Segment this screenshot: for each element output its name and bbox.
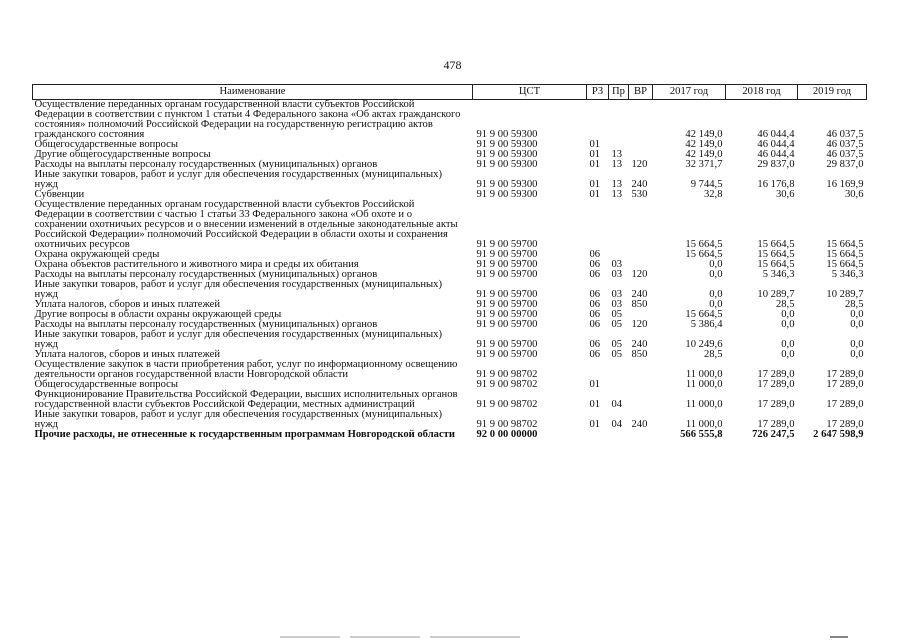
header-vr: ВР [629, 85, 653, 100]
row-pr [609, 200, 629, 250]
row-cst: 91 9 00 59300 [476, 189, 538, 200]
row-pr: 03 [611, 289, 623, 300]
row-rz: 01 [589, 139, 601, 150]
row-cst: 91 9 00 59700 [476, 319, 538, 330]
row-name: Иные закупки товаров, работ и услуг для обеспечения государственных (муниципальных) нужд [34, 409, 442, 430]
row-2017: 15 664,5 [685, 249, 723, 260]
row-cst: 92 0 00 00000 [476, 429, 538, 440]
row-name: Другие общегосударственные вопросы [34, 149, 211, 160]
row-name: Осуществление переданных органам государственной власти субъектов Российской Федерации в соответствии с пунктом 1 статьи 4 Федерального закона «Об актах гражданского состояния» полномочий Российской Федерации на государственную регистрацию актов гражданского состояния [34, 99, 461, 140]
row-2017: 9 744,5 [690, 179, 723, 190]
row-2018: 16 176,8 [757, 179, 795, 190]
row-name: Осуществление переданных органам государственной власти субъектов Российской Федерации в соответствии с частью 1 статьи 33 Федерального закона «Об охоте и о сохранении охотничьих ресурсов и о внесении изменений в отдельные законодательные акты Российской Федерации» полномочий Российской Федерации в области охоты и сохранения охотничьих ресурсов [34, 199, 458, 250]
row-vr: 120 [631, 319, 648, 330]
row-name: Уплата налогов, сборов и иных платежей [34, 299, 221, 310]
row-cst: 91 9 00 98702 [476, 399, 538, 410]
row-vr: 530 [631, 189, 648, 200]
row-name: Другие вопросы в области охраны окружающей среды [34, 309, 282, 320]
row-name: Расходы на выплаты персоналу государственных (муниципальных) органов [34, 159, 378, 170]
row-2018: 0,0 [781, 309, 795, 320]
row-2018: 15 664,5 [757, 259, 795, 270]
row-rz: 06 [589, 289, 601, 300]
row-rz: 06 [589, 349, 601, 360]
row-rz: 06 [589, 269, 601, 280]
row-2019: 0,0 [850, 339, 864, 350]
row-2018: 0,0 [781, 339, 795, 350]
row-2017: 0,0 [709, 259, 723, 270]
row-2017: 32 371,7 [685, 159, 723, 170]
header-2019: 2019 год [798, 85, 867, 100]
row-vr [629, 250, 653, 260]
budget-table [32, 84, 867, 440]
row-2018: 0,0 [781, 319, 795, 330]
row-vr: 240 [631, 289, 648, 300]
row-cst: 91 9 00 59700 [476, 259, 538, 270]
row-2018: 17 289,0 [757, 399, 795, 410]
page-number: 478 [443, 58, 462, 72]
table-body [33, 100, 867, 441]
header-2018: 2018 год [726, 85, 798, 100]
row-rz [587, 430, 609, 440]
row-cst: 91 9 00 98702 [476, 379, 538, 390]
row-vr: 850 [631, 299, 648, 310]
header-2017: 2017 год [653, 85, 726, 100]
row-2018: 28,5 [775, 299, 795, 310]
table-row [33, 410, 867, 430]
row-rz [587, 100, 609, 141]
row-2019: 15 664,5 [826, 259, 864, 270]
row-vr: 240 [631, 419, 648, 430]
row-2019: 17 289,0 [826, 379, 864, 390]
row-2019: 30,6 [844, 189, 864, 200]
row-pr: 13 [611, 179, 623, 190]
row-2019: 0,0 [850, 349, 864, 360]
row-name: Расходы на выплаты персоналу государственных (муниципальных) органов [34, 269, 378, 280]
header-rz: РЗ [587, 85, 609, 100]
table-row [33, 170, 867, 190]
row-rz: 01 [589, 149, 601, 160]
row-rz: 06 [589, 249, 601, 260]
row-cst: 91 9 00 59700 [476, 289, 538, 300]
row-cst: 91 9 00 59700 [476, 239, 538, 250]
scan-artifact [0, 632, 905, 638]
row-2019: 15 664,5 [826, 239, 864, 250]
row-pr: 04 [611, 399, 623, 410]
row-rz: 06 [589, 299, 601, 310]
row-2017: 0,0 [709, 269, 723, 280]
row-2017: 11 000,0 [685, 379, 723, 390]
row-2018: 46 044,4 [757, 139, 795, 150]
header-cst: ЦСТ [473, 85, 587, 100]
table-row [33, 390, 867, 410]
row-cst: 91 9 00 59300 [476, 159, 538, 170]
row-cst: 91 9 00 59300 [476, 129, 538, 140]
row-pr: 04 [611, 419, 623, 430]
row-cst: 91 9 00 98702 [476, 419, 538, 430]
row-pr: 05 [611, 309, 623, 320]
row-name: Иные закупки товаров, работ и услуг для обеспечения государственных (муниципальных) нужд [34, 169, 442, 190]
row-2019: 28,5 [844, 299, 864, 310]
row-vr [629, 360, 653, 380]
row-2018: 29 837,0 [757, 159, 795, 170]
row-name: Расходы на выплаты персоналу государственных (муниципальных) органов [34, 319, 378, 330]
row-name: Иные закупки товаров, работ и услуг для обеспечения государственных (муниципальных) нужд [34, 279, 442, 300]
row-2018: 15 664,5 [757, 239, 795, 250]
table-row [33, 330, 867, 350]
row-2017: 15 664,5 [685, 239, 723, 250]
row-cst: 91 9 00 59700 [476, 309, 538, 320]
row-cst: 91 9 00 59300 [476, 139, 538, 150]
row-rz: 06 [589, 319, 601, 330]
row-2019: 10 289,7 [826, 289, 864, 300]
row-2019: 17 289,0 [826, 399, 864, 410]
row-vr [629, 100, 653, 141]
row-2018: 15 664,5 [757, 249, 795, 260]
row-rz: 06 [589, 339, 601, 350]
row-vr [629, 390, 653, 410]
row-name: Общегосударственные вопросы [34, 139, 178, 150]
row-pr: 13 [611, 159, 623, 170]
row-cst: 91 9 00 59700 [476, 269, 538, 280]
row-2017: 10 249,6 [685, 339, 723, 350]
row-rz: 06 [589, 259, 601, 270]
row-cst: 91 9 00 59700 [476, 299, 538, 310]
row-vr [629, 200, 653, 250]
row-2019: 0,0 [850, 309, 864, 320]
row-2019: 17 289,0 [826, 419, 864, 430]
row-pr [609, 100, 629, 141]
row-2017: 15 664,5 [685, 309, 723, 320]
row-cst: 91 9 00 59700 [476, 339, 538, 350]
row-2018: 30,6 [775, 189, 795, 200]
row-2017: 32,8 [703, 189, 723, 200]
row-2017: 5 386,4 [690, 319, 723, 330]
table-row [33, 360, 867, 380]
row-name: Функционирование Правительства Российской Федерации, высших исполнительных органов государственной власти субъектов Российской Федерации, местных администраций [34, 389, 458, 410]
row-rz: 01 [589, 179, 601, 190]
row-2017: 566 555,8 [680, 429, 723, 440]
row-2019: 15 664,5 [826, 249, 864, 260]
row-2018: 46 044,4 [757, 129, 795, 140]
table-row [33, 430, 867, 440]
row-name: Прочие расходы, не отнесенные к государственным программам Новгородской области [34, 429, 455, 440]
row-cst: 91 9 00 59300 [476, 149, 538, 160]
row-2018: 17 289,0 [757, 369, 795, 380]
row-cst: 91 9 00 59700 [476, 349, 538, 360]
row-2017: 28,5 [703, 349, 723, 360]
row-vr: 240 [631, 339, 648, 350]
row-2017: 0,0 [709, 289, 723, 300]
row-name: Субвенции [34, 189, 85, 200]
row-name: Уплата налогов, сборов и иных платежей [34, 349, 221, 360]
row-2019: 29 837,0 [826, 159, 864, 170]
row-name: Иные закупки товаров, работ и услуг для обеспечения государственных (муниципальных) нужд [34, 329, 442, 350]
table-row [33, 200, 867, 250]
row-2017: 42 149,0 [685, 149, 723, 160]
row-rz [587, 200, 609, 250]
row-pr: 05 [611, 319, 623, 330]
row-name: Охрана объектов растительного и животного мира и среды их обитания [34, 259, 359, 270]
row-2019: 16 169,9 [826, 179, 864, 190]
row-vr [629, 380, 653, 390]
row-rz: 01 [589, 379, 601, 390]
row-cst: 91 9 00 59700 [476, 249, 538, 260]
row-rz [587, 360, 609, 380]
row-rz: 01 [589, 189, 601, 200]
row-pr: 13 [611, 149, 623, 160]
row-vr [629, 430, 653, 440]
row-2018: 10 289,7 [757, 289, 795, 300]
row-2019: 2 647 598,9 [813, 429, 864, 440]
row-pr [609, 430, 629, 440]
row-2019: 46 037,5 [826, 149, 864, 160]
row-pr [609, 360, 629, 380]
row-rz: 01 [589, 159, 601, 170]
row-2017: 11 000,0 [685, 369, 723, 380]
row-vr: 850 [631, 349, 648, 360]
row-name: Осуществление закупок в части приобретения работ, услуг по информационному освещению деятельности органов государственной власти Новгородской области [34, 359, 458, 380]
row-cst: 91 9 00 59300 [476, 179, 538, 190]
row-pr: 05 [611, 349, 623, 360]
row-2017: 42 149,0 [685, 139, 723, 150]
row-pr: 03 [611, 269, 623, 280]
row-2017: 42 149,0 [685, 129, 723, 140]
row-rz: 01 [589, 399, 601, 410]
row-vr [629, 140, 653, 150]
row-rz: 01 [589, 419, 601, 430]
row-2018: 46 044,4 [757, 149, 795, 160]
row-name: Охрана окружающей среды [34, 249, 160, 260]
row-2018: 726 247,5 [752, 429, 795, 440]
row-2018: 5 346,3 [762, 269, 795, 280]
row-2019: 46 037,5 [826, 129, 864, 140]
table-header [33, 85, 867, 100]
row-pr [609, 380, 629, 390]
table-row [33, 280, 867, 300]
row-2017: 0,0 [709, 299, 723, 310]
row-cst: 91 9 00 98702 [476, 369, 538, 380]
row-2017: 11 000,0 [685, 399, 723, 410]
row-vr: 240 [631, 179, 648, 190]
row-2019: 17 289,0 [826, 369, 864, 380]
row-2018: 17 289,0 [757, 419, 795, 430]
row-name: Общегосударственные вопросы [34, 379, 178, 390]
row-pr: 13 [611, 189, 623, 200]
row-rz: 06 [589, 309, 601, 320]
row-pr: 05 [611, 339, 623, 350]
row-pr: 03 [611, 259, 623, 270]
row-vr: 120 [631, 159, 648, 170]
row-2018: 17 289,0 [757, 379, 795, 390]
row-2017: 11 000,0 [685, 419, 723, 430]
row-2019: 0,0 [850, 319, 864, 330]
table-row [33, 100, 867, 141]
header-pr: Пр [609, 85, 629, 100]
row-2019: 46 037,5 [826, 139, 864, 150]
header-name: Наименование [33, 85, 473, 100]
row-2018: 0,0 [781, 349, 795, 360]
row-vr: 120 [631, 269, 648, 280]
row-pr: 03 [611, 299, 623, 310]
row-2019: 5 346,3 [831, 269, 864, 280]
